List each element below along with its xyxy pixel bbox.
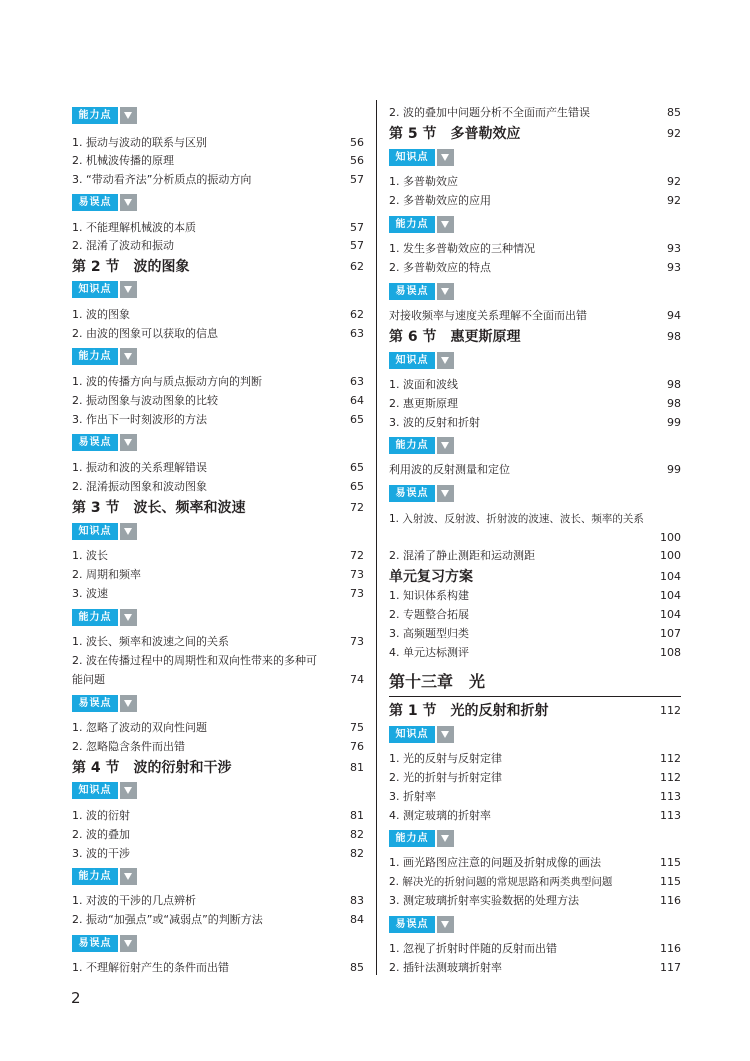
entry-page: 104: [660, 589, 681, 602]
entry-title: 1. 发生多普勒效应的三种情况: [389, 242, 535, 255]
category-knowledge-badge: [389, 149, 681, 166]
toc-entry[interactable]: [72, 325, 364, 343]
section-heading[interactable]: [72, 757, 364, 779]
badge-label: 易误点: [72, 194, 118, 211]
entry-page: 81: [350, 809, 364, 822]
category-ability-badge: [72, 348, 364, 365]
entry-page: 108: [660, 646, 681, 659]
entry-title: 1. 对波的干涉的几点辨析: [72, 894, 196, 907]
entry-title: 1. 画光路图应注意的问题及折射成像的画法: [389, 856, 601, 869]
entry-title: 3. 波速: [72, 587, 108, 600]
page-number: 2: [71, 989, 81, 1007]
entry-page: 62: [350, 308, 364, 321]
toc-entry[interactable]: [389, 769, 681, 787]
triangle-down-icon: [437, 830, 454, 847]
section-heading[interactable]: [72, 256, 364, 278]
toc-entry[interactable]: [72, 892, 364, 910]
entry-title: 2. 混淆振动图象和波动图象: [72, 480, 207, 493]
toc-entry[interactable]: [389, 625, 681, 643]
badge-label: 能力点: [72, 868, 118, 885]
toc-entry[interactable]: [389, 395, 681, 413]
triangle-down-icon: [120, 281, 137, 298]
entry-page: 117: [660, 961, 681, 974]
category-ability-badge: [389, 216, 681, 233]
entry-page: 99: [667, 463, 681, 476]
triangle-down-icon: [120, 194, 137, 211]
entry-title: 2. 插针法测玻璃折射率: [389, 961, 502, 974]
badge-label: 易误点: [389, 916, 435, 933]
entry-title: 3. 作出下一时刻波形的方法: [72, 413, 207, 426]
entry-title: 2. 振动“加强点”或“减弱点”的判断方法: [72, 913, 263, 926]
entry-page: 100: [660, 549, 681, 562]
toc-entry[interactable]: [389, 644, 681, 662]
entry-title: 3. 高频题型归类: [389, 627, 469, 640]
entry-title: 4. 单元达标测评: [389, 646, 469, 659]
toc-entry[interactable]: [389, 376, 681, 394]
toc-entry[interactable]: [389, 173, 681, 191]
category-knowledge-badge: [389, 726, 681, 743]
toc-entry[interactable]: [389, 307, 681, 325]
toc-entry[interactable]: [72, 911, 364, 929]
triangle-down-icon: [437, 352, 454, 369]
toc-entry[interactable]: [389, 873, 681, 891]
toc-entry[interactable]: [72, 738, 364, 756]
chapter-underline: [389, 696, 681, 698]
category-knowledge-badge: [72, 523, 364, 540]
entry-title: 1. 波的传播方向与质点振动方向的判断: [72, 375, 262, 388]
section-heading[interactable]: [389, 326, 681, 348]
toc-entry[interactable]: [389, 606, 681, 624]
entry-title: 1. 波长: [72, 549, 108, 562]
toc-entry[interactable]: [72, 959, 364, 977]
badge-label: 易误点: [389, 485, 435, 502]
section-title: 第 2 节 波的图象: [72, 259, 190, 275]
toc-entry[interactable]: [389, 104, 681, 122]
badge-label: 知识点: [72, 281, 118, 298]
entry-title: 对接收频率与速度关系理解不全面而出错: [389, 309, 587, 322]
badge-label: 易误点: [72, 935, 118, 952]
category-ability-badge: [389, 437, 681, 454]
triangle-down-icon: [437, 916, 454, 933]
entry-title: 1. 光的反射与反射定律: [389, 752, 502, 765]
toc-entry[interactable]: [72, 478, 364, 496]
badge-label: 知识点: [389, 726, 435, 743]
category-error-badge: [72, 434, 364, 451]
entry-page: 57: [350, 239, 364, 252]
toc-entry[interactable]: [389, 959, 681, 977]
toc-entry[interactable]: [72, 459, 364, 477]
triangle-down-icon: [120, 434, 137, 451]
triangle-down-icon: [437, 283, 454, 300]
entry-title: 2. 波在传播过程中的周期性和双向性带来的多种可: [72, 654, 317, 667]
badge-label: 知识点: [389, 352, 435, 369]
entry-page: 113: [660, 809, 681, 822]
entry-page: 85: [667, 106, 681, 119]
toc-entry[interactable]: [389, 461, 681, 479]
triangle-down-icon: [120, 107, 137, 124]
toc-entry[interactable]: [72, 566, 364, 584]
section-page: 92: [667, 127, 681, 140]
entry-title: 利用波的反射测量和定位: [389, 463, 510, 476]
entry-title: 3. 测定玻璃折射率实验数据的处理方法: [389, 894, 579, 907]
section-heading[interactable]: [389, 123, 681, 145]
toc-entry[interactable]: [389, 240, 681, 258]
category-error-badge: [389, 485, 681, 502]
section-page: 112: [660, 704, 681, 717]
entry-title: 4. 测定玻璃的折射率: [389, 809, 491, 822]
toc-entry[interactable]: [389, 414, 681, 432]
badge-label: 易误点: [72, 434, 118, 451]
toc-entry[interactable]: [389, 788, 681, 806]
entry-title: 1. 波面和波线: [389, 378, 458, 391]
toc-entry-multiline[interactable]: [72, 652, 364, 689]
toc-entry[interactable]: [72, 306, 364, 324]
entry-title: 1. 不理解衍射产生的条件而出错: [72, 961, 229, 974]
toc-entry[interactable]: [72, 719, 364, 737]
entry-page: 63: [350, 375, 364, 388]
section-page: 72: [350, 501, 364, 514]
section-title: 第 6 节 惠更斯原理: [389, 329, 521, 345]
entry-title: 2. 波的叠加: [72, 828, 130, 841]
entry-page: 56: [350, 136, 364, 149]
entry-page: 64: [350, 394, 364, 407]
triangle-down-icon: [120, 782, 137, 799]
triangle-down-icon: [120, 523, 137, 540]
toc-entry[interactable]: [389, 587, 681, 605]
toc-entry[interactable]: [389, 192, 681, 210]
section-title: 第 1 节 光的反射和折射: [389, 703, 549, 719]
triangle-down-icon: [120, 348, 137, 365]
triangle-down-icon: [120, 868, 137, 885]
toc-entry[interactable]: [72, 219, 364, 237]
badge-label: 能力点: [389, 437, 435, 454]
entry-page: 75: [350, 721, 364, 734]
entry-page: 65: [350, 413, 364, 426]
entry-page: 98: [667, 378, 681, 391]
section-page: 81: [350, 761, 364, 774]
entry-title: 1. 知识体系构建: [389, 589, 469, 602]
toc-entry[interactable]: [389, 547, 681, 565]
entry-title: 2. 多普勒效应的特点: [389, 261, 491, 274]
entry-title: 1. 忽略了波动的双向性问题: [72, 721, 207, 734]
entry-page: 73: [350, 635, 364, 648]
section-page: 104: [660, 570, 681, 583]
chapter-title: 第十三章 光: [389, 672, 486, 691]
entry-title: 2. 波的叠加中问题分析不全面而产生错误: [389, 106, 590, 119]
entry-title: 2. 机械波传播的原理: [72, 154, 174, 167]
category-knowledge-badge: [72, 782, 364, 799]
chapter-heading[interactable]: [389, 669, 681, 697]
triangle-down-icon: [120, 695, 137, 712]
toc-entry[interactable]: [72, 392, 364, 410]
toc-entry[interactable]: [72, 826, 364, 844]
entry-page: 92: [667, 175, 681, 188]
badge-label: 知识点: [72, 782, 118, 799]
entry-page: 82: [350, 828, 364, 841]
toc-entry[interactable]: [389, 259, 681, 277]
entry-page: 100: [660, 531, 681, 544]
entry-page: 57: [350, 221, 364, 234]
category-knowledge-badge: [389, 352, 681, 369]
entry-page: 99: [667, 416, 681, 429]
entry-title: 2. 专题整合拓展: [389, 608, 469, 621]
entry-title: 1. 入射波、反射波、折射波的波速、波长、频率的关系: [389, 513, 644, 525]
triangle-down-icon: [437, 726, 454, 743]
entry-title: 2. 混淆了静止测距和运动测距: [389, 549, 535, 562]
entry-title: 2. 惠更斯原理: [389, 397, 458, 410]
entry-page: 72: [350, 549, 364, 562]
triangle-down-icon: [437, 149, 454, 166]
category-error-badge: [389, 283, 681, 300]
category-knowledge-badge: [72, 281, 364, 298]
toc-entry[interactable]: [72, 547, 364, 565]
toc-entry[interactable]: [72, 373, 364, 391]
column-divider: [376, 100, 377, 975]
toc-entry[interactable]: [72, 845, 364, 863]
toc-entry[interactable]: [389, 892, 681, 910]
triangle-down-icon: [120, 609, 137, 626]
entry-page: 104: [660, 608, 681, 621]
badge-label: 能力点: [389, 830, 435, 847]
entry-page: 83: [350, 894, 364, 907]
toc-entry[interactable]: [72, 171, 364, 189]
entry-title: 2. 由波的图象可以获取的信息: [72, 327, 218, 340]
entry-title: 1. 不能理解机械波的本质: [72, 221, 196, 234]
entry-title: 1. 波的图象: [72, 308, 130, 321]
toc-entry[interactable]: [72, 633, 364, 651]
toc-entry[interactable]: [72, 807, 364, 825]
section-title: 单元复习方案: [389, 569, 473, 585]
badge-label: 易误点: [72, 695, 118, 712]
badge-label: 能力点: [72, 107, 118, 124]
toc-entry[interactable]: [389, 854, 681, 872]
toc-entry[interactable]: [72, 134, 364, 152]
entry-page: 57: [350, 173, 364, 186]
badge-label: 能力点: [72, 609, 118, 626]
entry-title: 1. 波长、频率和波速之间的关系: [72, 635, 229, 648]
entry-page: 92: [667, 194, 681, 207]
entry-page: 98: [667, 397, 681, 410]
entry-title: 3. 折射率: [389, 790, 436, 803]
entry-page: 82: [350, 847, 364, 860]
toc-entry[interactable]: [389, 750, 681, 768]
entry-title: 2. 忽略隐含条件而出错: [72, 740, 185, 753]
entry-page: 113: [660, 790, 681, 803]
entry-page: 56: [350, 154, 364, 167]
entry-page: 73: [350, 568, 364, 581]
toc-entry[interactable]: [72, 585, 364, 603]
toc-entry[interactable]: [389, 807, 681, 825]
entry-page: 112: [660, 752, 681, 765]
section-page: 62: [350, 260, 364, 273]
toc-entry[interactable]: [72, 152, 364, 170]
entry-page: 94: [667, 309, 681, 322]
entry-title: 3. “带动看齐法”分析质点的振动方向: [72, 173, 252, 186]
category-ability-badge: [72, 107, 364, 124]
entry-title: 2. 解决光的折射问题的常规思路和两类典型问题: [389, 876, 613, 888]
triangle-down-icon: [437, 485, 454, 502]
toc-entry[interactable]: [72, 237, 364, 255]
entry-title-continued: 能问题: [72, 673, 105, 686]
section-title: 第 3 节 波长、频率和波速: [72, 500, 246, 516]
entry-title: 2. 周期和频率: [72, 568, 141, 581]
entry-page: 85: [350, 961, 364, 974]
section-title: 第 5 节 多普勒效应: [389, 126, 521, 142]
triangle-down-icon: [437, 437, 454, 454]
section-heading[interactable]: [389, 700, 681, 722]
entry-page: 84: [350, 913, 364, 926]
category-error-badge: [72, 935, 364, 952]
category-ability-badge: [72, 868, 364, 885]
entry-title: 3. 波的干涉: [72, 847, 130, 860]
section-heading[interactable]: [389, 566, 681, 588]
entry-title: 1. 振动与波动的联系与区别: [72, 136, 207, 149]
entry-page: 116: [660, 894, 681, 907]
entry-page: 93: [667, 242, 681, 255]
badge-label: 知识点: [389, 149, 435, 166]
badge-label: 知识点: [72, 523, 118, 540]
triangle-down-icon: [437, 216, 454, 233]
entry-title: 2. 光的折射与折射定律: [389, 771, 502, 784]
entry-title: 1. 多普勒效应: [389, 175, 458, 188]
category-error-badge: [72, 695, 364, 712]
entry-title: 3. 波的反射和折射: [389, 416, 480, 429]
entry-title: 2. 振动图象与波动图象的比较: [72, 394, 218, 407]
entry-page: 112: [660, 771, 681, 784]
toc-entry[interactable]: [389, 940, 681, 958]
badge-label: 易误点: [389, 283, 435, 300]
entry-title: 1. 忽视了折射时伴随的反射而出错: [389, 942, 557, 955]
section-title: 第 4 节 波的衍射和干涉: [72, 760, 232, 776]
toc-entry[interactable]: [72, 411, 364, 429]
entry-page: 65: [350, 480, 364, 493]
triangle-down-icon: [120, 935, 137, 952]
category-error-badge: [389, 916, 681, 933]
entry-title: 1. 振动和波的关系理解错误: [72, 461, 207, 474]
entry-page: 65: [350, 461, 364, 474]
section-page: 98: [667, 330, 681, 343]
entry-page: 76: [350, 740, 364, 753]
category-ability-badge: [72, 609, 364, 626]
entry-page: 116: [660, 942, 681, 955]
entry-page: 73: [350, 587, 364, 600]
toc-entry-multiline[interactable]: [389, 510, 681, 547]
entry-page: 107: [660, 627, 681, 640]
entry-page: 74: [350, 673, 364, 686]
category-ability-badge: [389, 830, 681, 847]
entry-title: 2. 多普勒效应的应用: [389, 194, 491, 207]
entry-title: 2. 混淆了波动和振动: [72, 239, 174, 252]
badge-label: 能力点: [389, 216, 435, 233]
category-error-badge: [72, 194, 364, 211]
entry-page: 115: [660, 856, 681, 869]
entry-page: 63: [350, 327, 364, 340]
entry-page: 93: [667, 261, 681, 274]
entry-title: 1. 波的衍射: [72, 809, 130, 822]
entry-page: 115: [660, 875, 681, 888]
badge-label: 能力点: [72, 348, 118, 365]
section-heading[interactable]: [72, 497, 364, 519]
